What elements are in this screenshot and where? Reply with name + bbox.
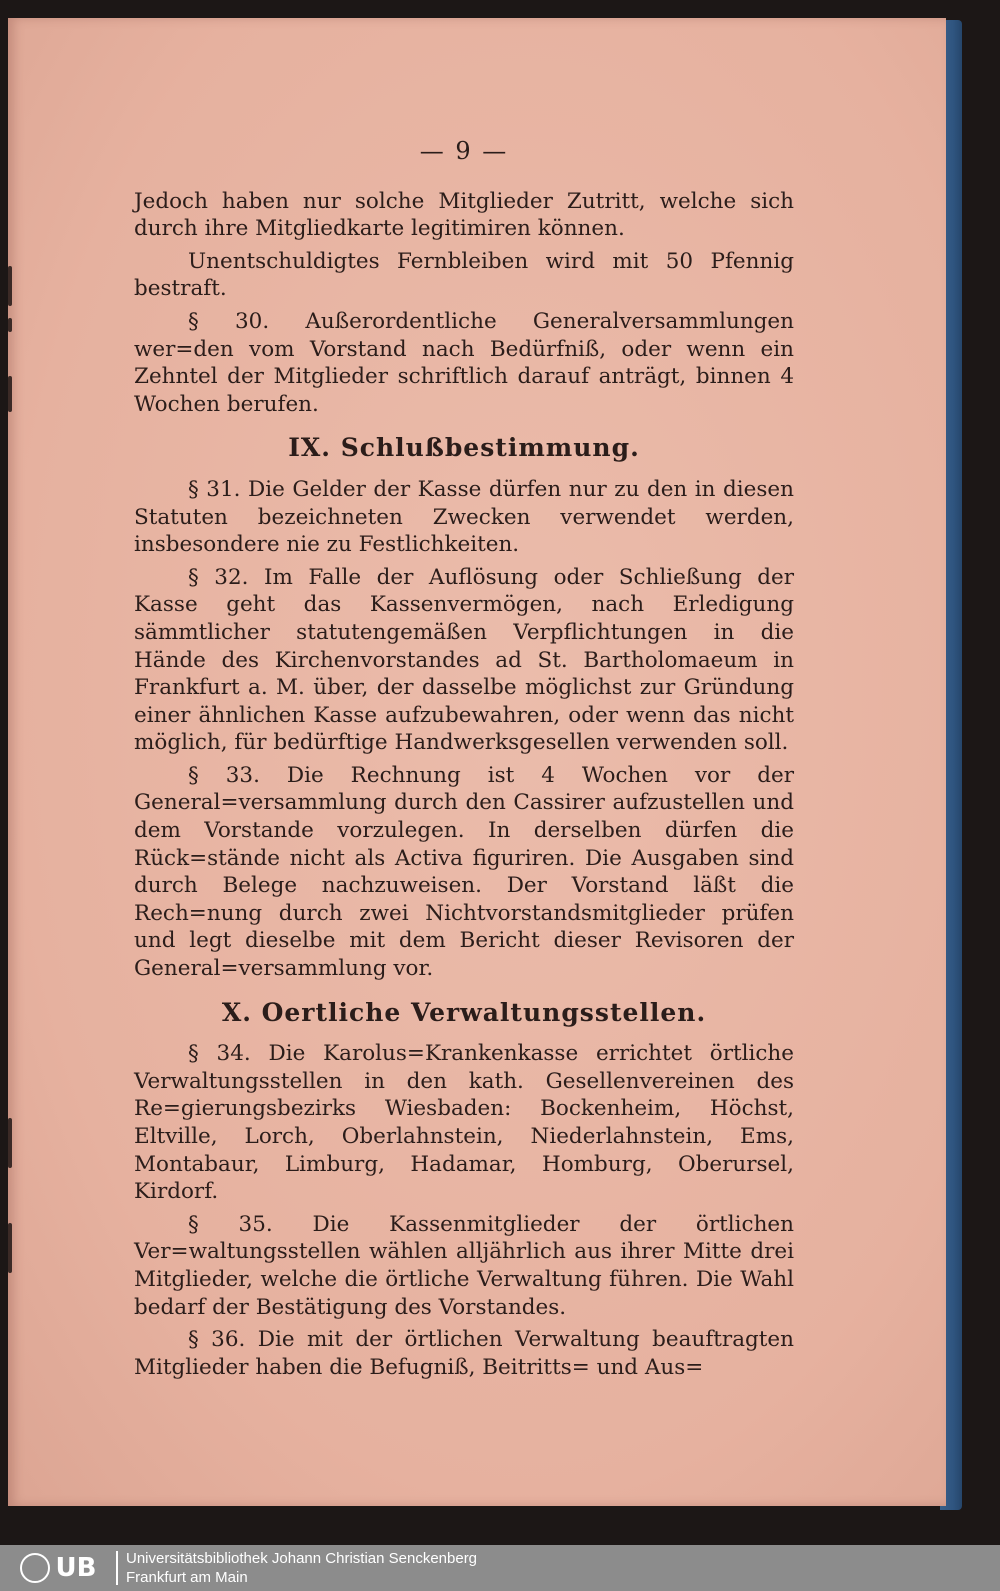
paragraph-section-33: § 33. Die Rechnung ist 4 Wochen vor der General=versammlung durch den Cassirer aufzustellen und dem Vorstande vorzulegen. In derselben dürfen die Rück=stände nicht als Activa figuriren. Die Ausgaben sind durch Belege nachzuweisen. Der Vorstand läßt die Rech=nung durch zwei Nichtvorstandsmitglieder prüfen und legt dieselbe mit dem Bericht dieser Revisoren der General=versammlung vor. [134,762,794,982]
section-heading-ix: IX. Schlußbestimmung. [288,433,640,463]
library-footer [0,1545,1000,1591]
page-text [134,138,794,1386]
library-name: Universitätsbibliothek Johann Christian Senckenberg [126,1550,478,1567]
paragraph-section-31: § 31. Die Gelder der Kasse dürfen nur zu den in diesen Statuten bezeichneten Zwecken verwendet werden, insbesondere nie zu Festlichkeiten. [134,476,794,558]
paragraph-section-35: § 35. Die Kassenmitglieder der örtlichen Ver=waltungsstellen wählen alljährlich aus ihrer Mitte drei Mitglieder, welche die örtliche Verwaltung führen. Die Wahl bedarf der Bestätigung des Vorstandes. [134,1211,794,1320]
section-heading-x: X. Oertliche Verwaltungsstellen. [221,997,707,1027]
footer-divider [116,1551,118,1585]
page-number: — 9 — [419,137,509,165]
binding-mark [8,1118,12,1168]
paragraph: Jedoch haben nur solche Mitglieder Zutritt, welche sich durch ihre Mitgliedkarte legitimiren können. [134,188,794,242]
paragraph-section-32: § 32. Im Falle der Auflösung oder Schließung der Kasse geht das Kassenvermögen, nach Erledigung sämmtlicher statutengemäßen Verpflichtungen in die Hände des Kirchenvorstandes ad St. Bartholomaeum in Frankfurt a. M. über, der dasselbe möglichst zur Gründung einer ähnlichen Kasse aufzubewahren, oder wenn das nicht möglich, für bedürftige Handwerksgesellen verwenden soll. [134,564,794,756]
footer-text [126,1549,477,1587]
library-logo[interactable] [0,1545,116,1591]
binding-mark [8,318,12,332]
binding-mark [8,266,12,306]
paragraph-section-34: § 34. Die Karolus=Krankenkasse errichtet örtliche Verwaltungsstellen in den kath. Gesellenvereinen des Re=gierungsbezirks Wiesbaden: Bockenheim, Höchst, Eltville, Lorch, Oberlahnstein, Niederlahnstein, Ems, Montabaur, Limburg, Hadamar, Homburg, Oberursel, Kirdorf. [134,1041,794,1205]
logo-text: UB [55,1553,97,1583]
binding-mark [8,376,12,412]
binding-mark [8,1223,12,1273]
seal-icon [20,1553,50,1583]
book-page [8,18,946,1506]
paragraph: Unentschuldigtes Fernbleiben wird mit 50 Pfennig bestraft. [134,248,794,302]
paragraph-section-36: § 36. Die mit der örtlichen Verwaltung beauftragten Mitglieder haben die Befugniß, Beitritts= und Aus= [134,1327,794,1380]
paragraph-section-30: § 30. Außerordentliche Generalversammlungen wer=den vom Vorstand nach Bedürfniß, oder wenn ein Zehntel der Mitglieder schriftlich darauf anträgt, binnen 4 Wochen berufen. [134,308,794,417]
library-city: Frankfurt am Main [126,1569,248,1586]
